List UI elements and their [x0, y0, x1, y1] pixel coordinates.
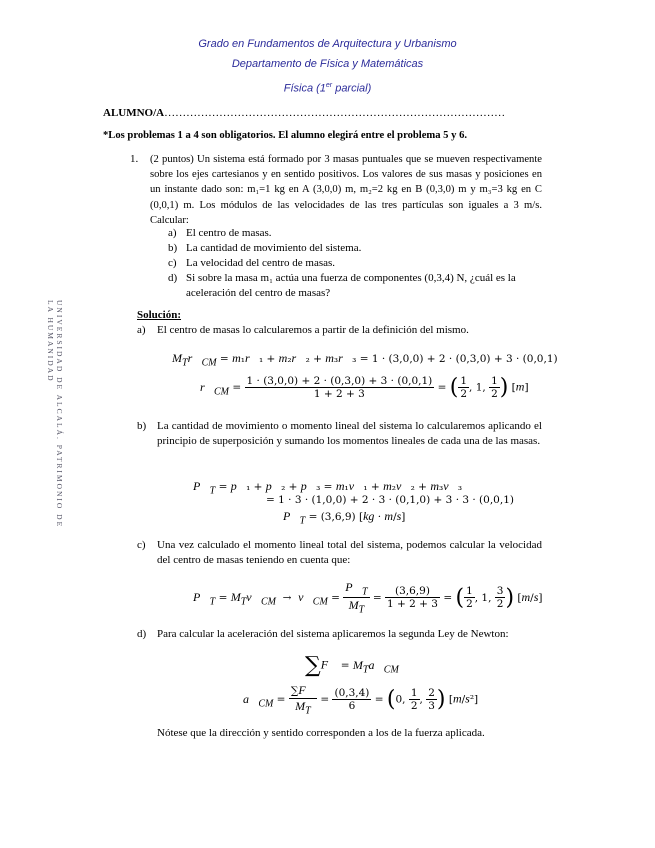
eq-b3: $P⃗_T = (3,6,9) [kg \cdot m/s]$ — [283, 509, 406, 527]
course-pre: Física (1 — [283, 82, 326, 95]
course-post: parcial) — [332, 82, 372, 95]
sol-d-text: Para calcular la aceleración del sistema aplicaremos la segunda Ley de Newton: — [157, 628, 509, 640]
instructions: *Los problemas 1 a 4 son obligatorios. El alumno elegirá entre el problema 5 y 6. — [103, 130, 468, 141]
item-text: La velocidad del centro de masas. — [186, 257, 336, 269]
sol-c-text: Una vez calculado el momento lineal total del sistema, podemos calcular la velocidad del centro de masas teniendo en cuenta que: — [157, 539, 542, 566]
note: Nótese que la dirección y sentido corresponden a los de la fuerza aplicada. — [157, 727, 485, 739]
problem-number: 1. — [130, 153, 139, 165]
sol-d-letter: d) — [137, 628, 147, 640]
item-letter: a) — [168, 227, 177, 239]
course-sup: er — [325, 82, 333, 89]
header-degree: Grado en Fundamentos de Arquitectura y Urbanismo — [198, 38, 457, 50]
student-dots: ………………………………………………………………………………… — [164, 107, 506, 119]
side-university-text: UNIVERSIDAD DE ALCALÁ. PATRIMONIO DE LA HUMANIDAD — [46, 300, 64, 529]
eq-d2: $a⃗_{CM}$ = $\frac{\sum F⃗}{M_T}$ = $\frac{(0,3,4)}{6}$ = (0, $\frac{1}{2}$ , $\frac{2}{3}$ ) [m/s²] — [243, 683, 479, 717]
eq-c1: $P⃗_T$ = $M_Tv⃗_{CM}$ → $v⃗_{CM}$ = $\frac{P⃗_T}{M_T}$ = $\frac{(3,6,9)}{1 + 2 + 3}$ = ( $\frac{1}{2}$ , 1, $\frac{3}{2}$ ) [m/s] — [193, 580, 543, 616]
item-letter: b) — [168, 242, 178, 254]
solution-title: Solución: — [137, 309, 182, 321]
item-text: La cantidad de movimiento del sistema. — [186, 242, 362, 254]
eq-a2: $r⃗_{CM}$ = $\frac{1 \cdot (3,0,0) + 2 \cdot (0,3,0) + 3 \cdot (0,0,1)}{1 + 2 + 3}$ = ( $\frac{1}{2}$ , 1, $\frac{1}{2}$ ) [m] — [200, 375, 529, 400]
eq-a1: $M_Tr⃗_{CM}$ = m₁r⃗₁ + m₂r⃗₂ + m₃r⃗₃ = 1 · (3,0,0) + 2 · (0,3,0) + 3 · (0,0,1) — [172, 351, 558, 369]
problem-text: (2 puntos) Un sistema está formado por 3 masas puntuales que se mueven respectivamente sobre los ejes cartesianos y en sentido positivos. Los valores de sus masas y posiciones en un instante dado son: m₁=1 kg en A (3,0,0) m, m₂=2 kg en B (0,3,0) m y m₃=3 kg en C (0,0,1) m. Los módulos de las velocidades de las tres partículas son iguales a 3 m/s. Calcular: — [150, 154, 542, 226]
item-text: Si sobre la masa m₁ actúa una fuerza de componentes (0,3,4) N, ¿cuál es la aceleración del centro de masas? — [186, 272, 516, 299]
sol-c-letter: c) — [137, 539, 146, 551]
eq-b2: = 1 · 3 · (1,0,0) + 2 · 3 · (0,1,0) + 3 · 3 · (0,0,1) — [266, 494, 514, 506]
item-text: El centro de masas. — [186, 227, 272, 239]
header-course — [0, 82, 655, 95]
sol-a-letter: a) — [137, 324, 146, 336]
item-letter: c) — [168, 257, 177, 269]
sol-b-letter: b) — [137, 420, 147, 432]
eq-a2-numerator: 1 · (3,0,0) + 2 · (0,3,0) + 3 · (0,0,1) — [246, 375, 433, 387]
eq-a2-denominator: 1 + 2 + 3 — [245, 387, 435, 400]
student-line — [103, 106, 573, 121]
sol-b-text: La cantidad de movimiento o momento lineal del sistema lo calcularemos aplicando el principio de superposición y sumando los momentos lineales de cada una de las masas. — [157, 420, 542, 447]
eq-d1: ∑F⃗ = $M_Ta⃗_{CM}$ — [305, 653, 399, 678]
sol-a-text: El centro de masas lo calcularemos a partir de la definición del mismo. — [157, 324, 469, 336]
student-label: ALUMNO/A — [103, 107, 165, 119]
item-letter: d) — [168, 272, 178, 284]
eq-b1: $P⃗_T$ = p⃗₁ + p⃗₂ + p⃗₃ = m₁v⃗₁ + m₂v⃗₂ + m₃v⃗₃ — [193, 479, 463, 497]
header-department: Departamento de Física y Matemáticas — [231, 58, 424, 70]
